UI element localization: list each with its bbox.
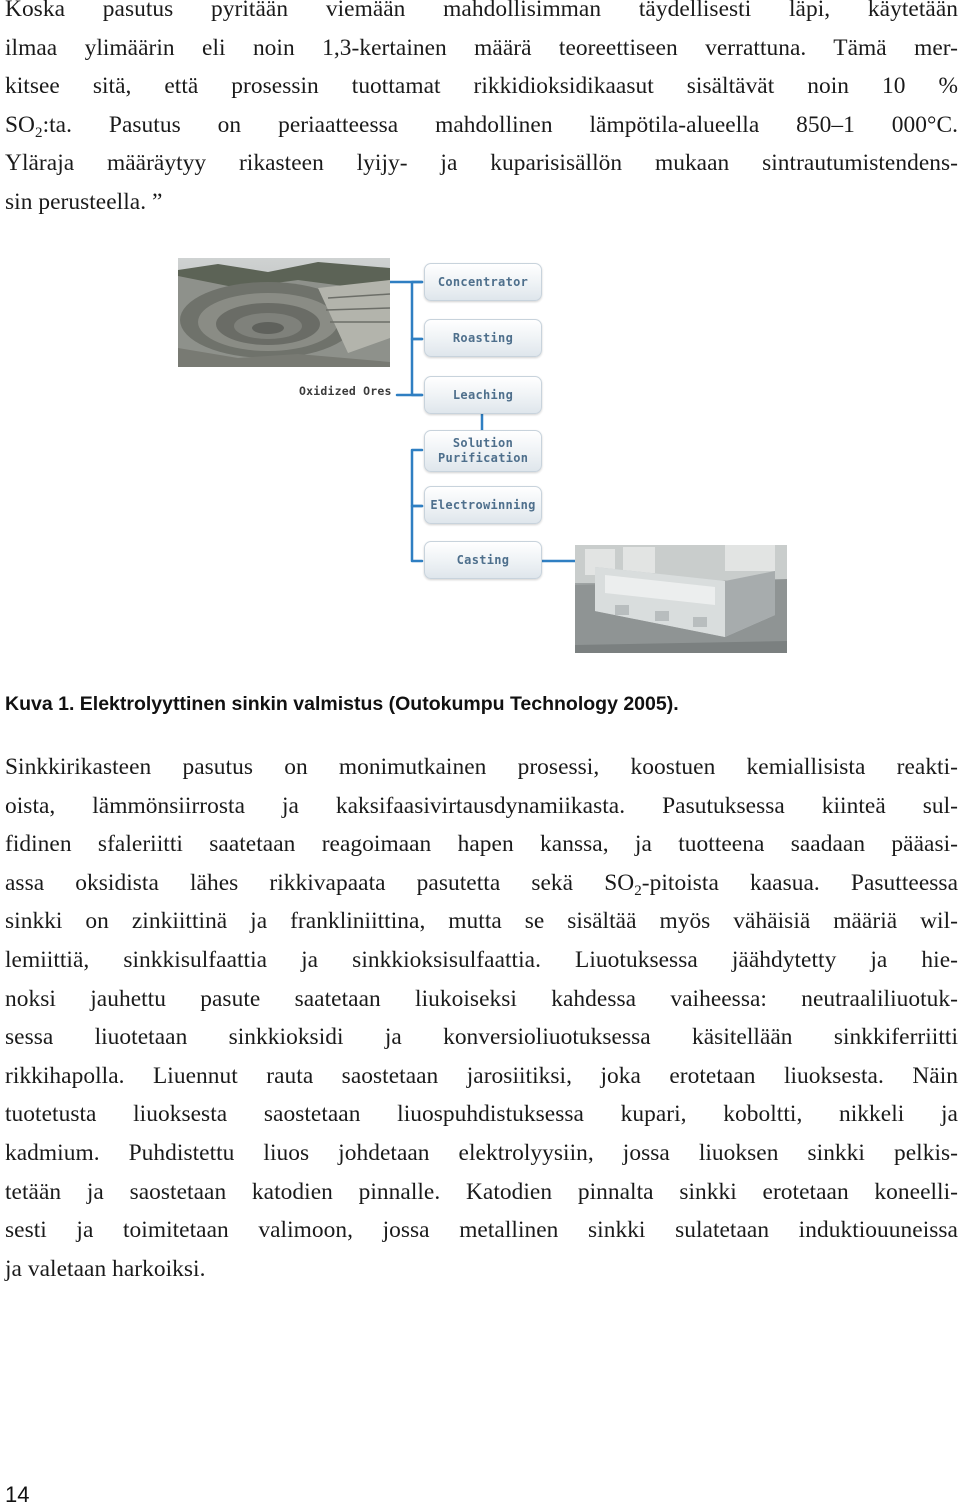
connector-electrowinning-casting (412, 506, 422, 561)
text-line: oista, lämmönsiirrosta ja kaksifaasivirtausdynamiikasta. Pasutuksessa kiinteä sul- (5, 792, 958, 819)
connector-roasting-leaching (412, 339, 422, 395)
step-roasting: Roasting (424, 319, 542, 357)
oxidized-ores-label: Oxidized Ores (299, 384, 392, 398)
connector-concentrator-roasting (412, 282, 422, 339)
text-line: tuotetusta liuoksesta saostetaan liuospuhdistuksessa kupari, koboltti, nikkeli ja (5, 1101, 958, 1128)
step-solution-purification: Solution Purification (424, 430, 542, 472)
text-segment: :ta. Pasutus on periaatteessa mahdollinen lämpötila-alueella 850–1 000°C. (42, 111, 958, 138)
text-line: fidinen sfaleriitti saatetaan reagoimaan hapen kanssa, ja tuotteena saadaan pääasi- (5, 831, 958, 858)
text-line: Yläraja määräytyy rikasteen lyijy- ja kuparisisällön mukaan sintrautumistendens- (5, 150, 958, 177)
text-line: kadmium. Puhdistettu liuos johdetaan elektrolyysiin, jossa liuoksen sinkki pelkis- (5, 1139, 958, 1166)
text-line: ilmaa ylimäärin eli noin 1,3-kertainen määrä teoreettiseen verrattuna. Tämä mer- (5, 34, 958, 61)
intro-paragraph (5, 0, 958, 222)
text-line: Sinkkirikasteen pasutus on monimutkainen prosessi, koostuen kemiallisista reakti- (5, 754, 958, 780)
text-line: sesti ja toimitetaan valimoon, jossa metallinen sinkki sulatetaan induktiouuneissa (5, 1217, 958, 1244)
text-line: lemiittiä, sinkkisulfaattia ja sinkkioksisulfaattia. Liuotuksessa jäähdytetty ja hie- (5, 946, 958, 973)
text-line: sinkki on zinkiittinä ja frankliniittina, mutta se sisältää myös vähäisiä määriä wil- (5, 908, 958, 935)
body-paragraph (5, 748, 958, 1288)
process-flow-figure (175, 255, 790, 655)
figure-caption: Kuva 1. Elektrolyyttinen sinkin valmistus (Outokumpu Technology 2005). (5, 693, 679, 715)
connector-purification-electrowinning (412, 450, 422, 506)
text-line: tetään ja saostetaan katodien pinnalle. Katodien pinnalta sinkki erotetaan koneelli- (5, 1178, 958, 1205)
text-line: kitsee sitä, että prosessin tuottamat rikkidioksidikaasut sisältävät noin 10 % (5, 73, 958, 100)
step-leaching: Leaching (424, 376, 542, 414)
step-electrowinning: Electrowinning (424, 486, 542, 524)
text-segment: assa oksidista lähes rikkivapaata pasutetta sekä SO (5, 869, 635, 896)
page-number: 14 (5, 1482, 30, 1507)
subscript: 2 (35, 124, 43, 141)
text-line: sin perusteella. ” (5, 188, 163, 215)
text-segment: -pitoista kaasua. Pasutteessa (641, 869, 959, 896)
text-line: Koska pasutus pyritään viemään mahdollisimman täydellisesti läpi, käytetään (5, 0, 958, 22)
text-line: rikkihapolla. Liuennut rauta saostetaan jarosiitiksi, joka erotetaan liuoksesta. Näin (5, 1062, 958, 1089)
open-pit-mine-photo (178, 258, 390, 367)
text-segment: SO (5, 111, 36, 138)
text-line: noksi jauhettu pasute saatetaan liukoiseksi kahdessa vaiheessa: neutraaliliuotuk- (5, 985, 958, 1012)
step-casting: Casting (424, 541, 542, 579)
text-line: ja valetaan harkoiksi. (5, 1255, 206, 1282)
step-concentrator: Concentrator (424, 263, 542, 301)
text-line: sessa liuotetaan sinkkioksidi ja konversioliuotuksessa käsitellään sinkkiferriitti (5, 1024, 958, 1051)
text-line (5, 106, 958, 145)
subscript: 2 (634, 882, 642, 899)
zinc-ingot-photo (575, 545, 787, 653)
text-line (5, 864, 958, 903)
